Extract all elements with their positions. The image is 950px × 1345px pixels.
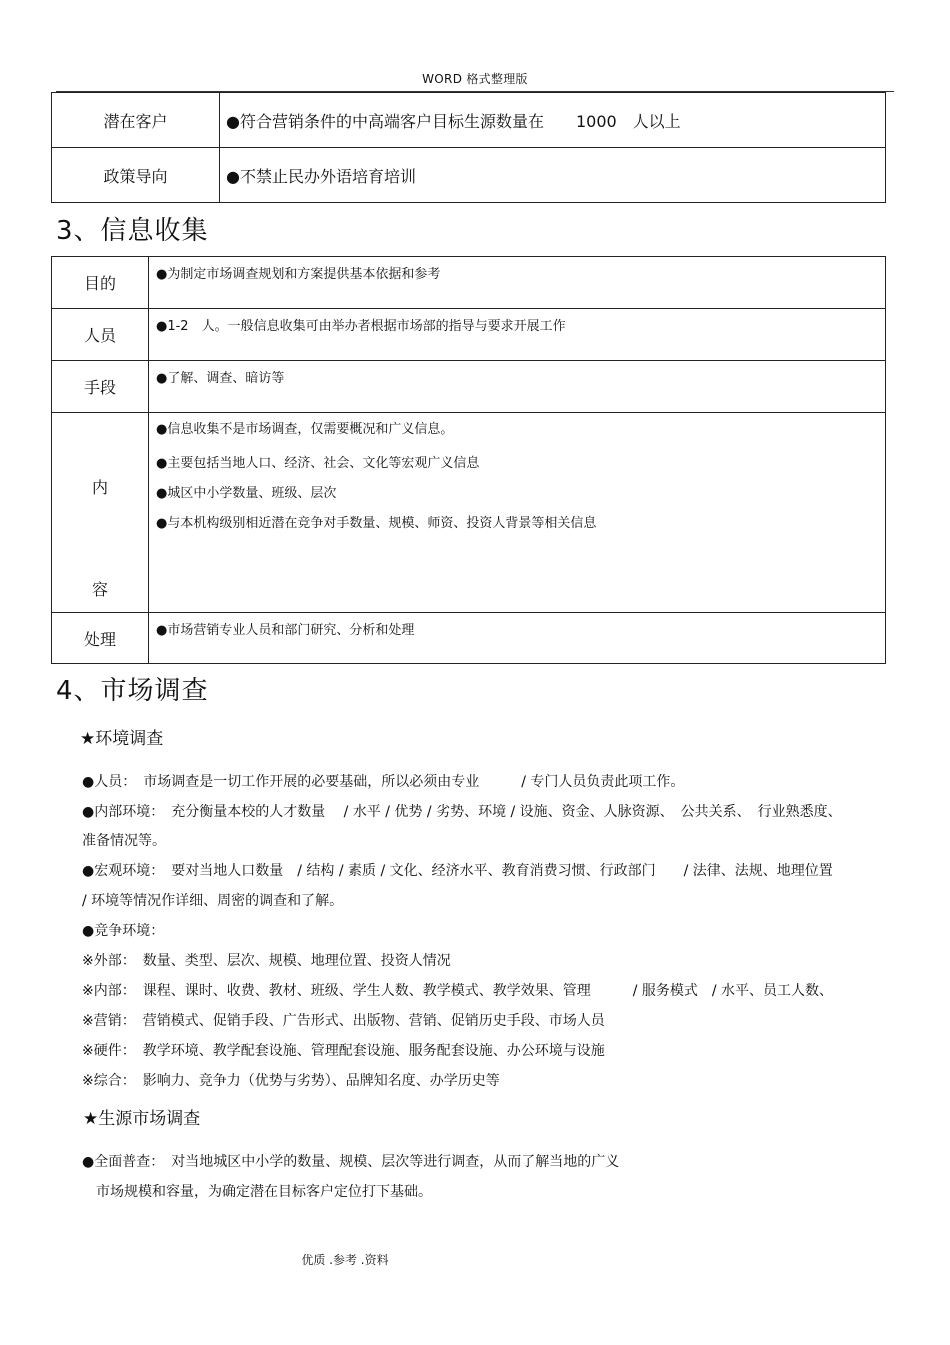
row-value: ●不禁止民办外语培育培训: [220, 148, 886, 203]
row-label: 潜在客户: [52, 93, 220, 148]
page-footer: 优质 .参考 .资料: [301, 1253, 389, 1267]
list-item: ●主要包括当地人口、经济、社会、文化等宏观广义信息: [156, 456, 480, 471]
table-row: [52, 613, 886, 664]
paragraph-line: ※硬件： 教学环境、教学配套设施、管理配套设施、服务配套设施、办公环境与设施: [82, 1043, 605, 1059]
paragraph-line: ●宏观环境： 要对当地人口数量 / 结构 / 素质 / 文化、经济水平、教育消费习惯、行政部门 / 法律、法规、地理位置: [82, 863, 833, 879]
paragraph-line: 准备情况等。: [82, 833, 166, 849]
paragraph-line: 市场规模和容量，为确定潜在目标客户定位打下基础。: [82, 1184, 432, 1200]
row-label-top: 内: [91, 478, 108, 497]
page-header: WORD 格式整理版: [422, 72, 528, 86]
row-label: 目的: [52, 257, 149, 309]
subsection-title-source: ★生源市场调查: [83, 1109, 201, 1129]
paragraph-line: ●内部环境： 充分衡量本校的人才数量 / 水平 / 优势 / 劣势、环境 / 设施、资金、人脉资源、 公共关系、 行业熟悉度、: [82, 804, 842, 820]
row-value: [149, 413, 886, 613]
paragraph-line: / 环境等情况作详细、周密的调查和了解。: [82, 893, 344, 909]
paragraph-line: ※外部： 数量、类型、层次、规模、地理位置、投资人情况: [82, 953, 451, 969]
info-collection-table: [51, 256, 886, 664]
list-item: ●与本机构级别相近潜在竞争对手数量、规模、师资、投资人背景等相关信息: [156, 516, 597, 531]
section-title-market: 4、市场调查: [56, 676, 209, 706]
row-value: ●市场营销专业人员和部门研究、分析和处理: [149, 613, 886, 664]
subsection-title-env: ★环境调查: [80, 729, 164, 749]
paragraph-line: ●全面普查： 对当地城区中小学的数量、规模、层次等进行调查，从而了解当地的广义: [82, 1154, 620, 1170]
row-label: 人员: [52, 309, 149, 361]
row-label: [52, 413, 149, 613]
table-row: [52, 148, 886, 203]
row-value: ●为制定市场调查规划和方案提供基本依据和参考: [149, 257, 886, 309]
row-value: ●1-2 人。一般信息收集可由举办者根据市场部的指导与要求开展工作: [149, 309, 886, 361]
list-item: ●城区中小学数量、班级、层次: [156, 486, 337, 501]
table-row: [52, 413, 886, 613]
row-label-bottom: 容: [91, 580, 108, 599]
paragraph-line: ※营销： 营销模式、促销手段、广告形式、出版物、营销、促销历史手段、市场人员: [82, 1013, 605, 1029]
list-item: ●信息收集不是市场调查，仅需要概况和广义信息。: [156, 422, 454, 437]
paragraph-line: ※综合： 影响力、竞争力（优势与劣势）、品牌知名度、办学历史等: [82, 1073, 500, 1089]
paragraph-line: ※内部： 课程、课时、收费、教材、班级、学生人数、教学模式、教学效果、管理 / 服务模式 / 水平、员工人数、: [82, 983, 834, 999]
section-title-info: 3、信息收集: [56, 216, 209, 246]
paragraph-line: ●竞争环境：: [82, 923, 165, 939]
table-row: [52, 361, 886, 413]
paragraph-line: ●人员： 市场调查是一切工作开展的必要基础，所以必须由专业 / 专门人员负责此项工作。: [82, 774, 685, 790]
summary-table: [51, 92, 886, 203]
table-row: [52, 257, 886, 309]
table-row: [52, 93, 886, 148]
row-value: ●了解、调查、暗访等: [149, 361, 886, 413]
row-label: 政策导向: [52, 148, 220, 203]
row-label: 处理: [52, 613, 149, 664]
table-row: [52, 309, 886, 361]
row-value: ●符合营销条件的中高端客户目标生源数量在 1000 人以上: [220, 93, 886, 148]
row-label: 手段: [52, 361, 149, 413]
